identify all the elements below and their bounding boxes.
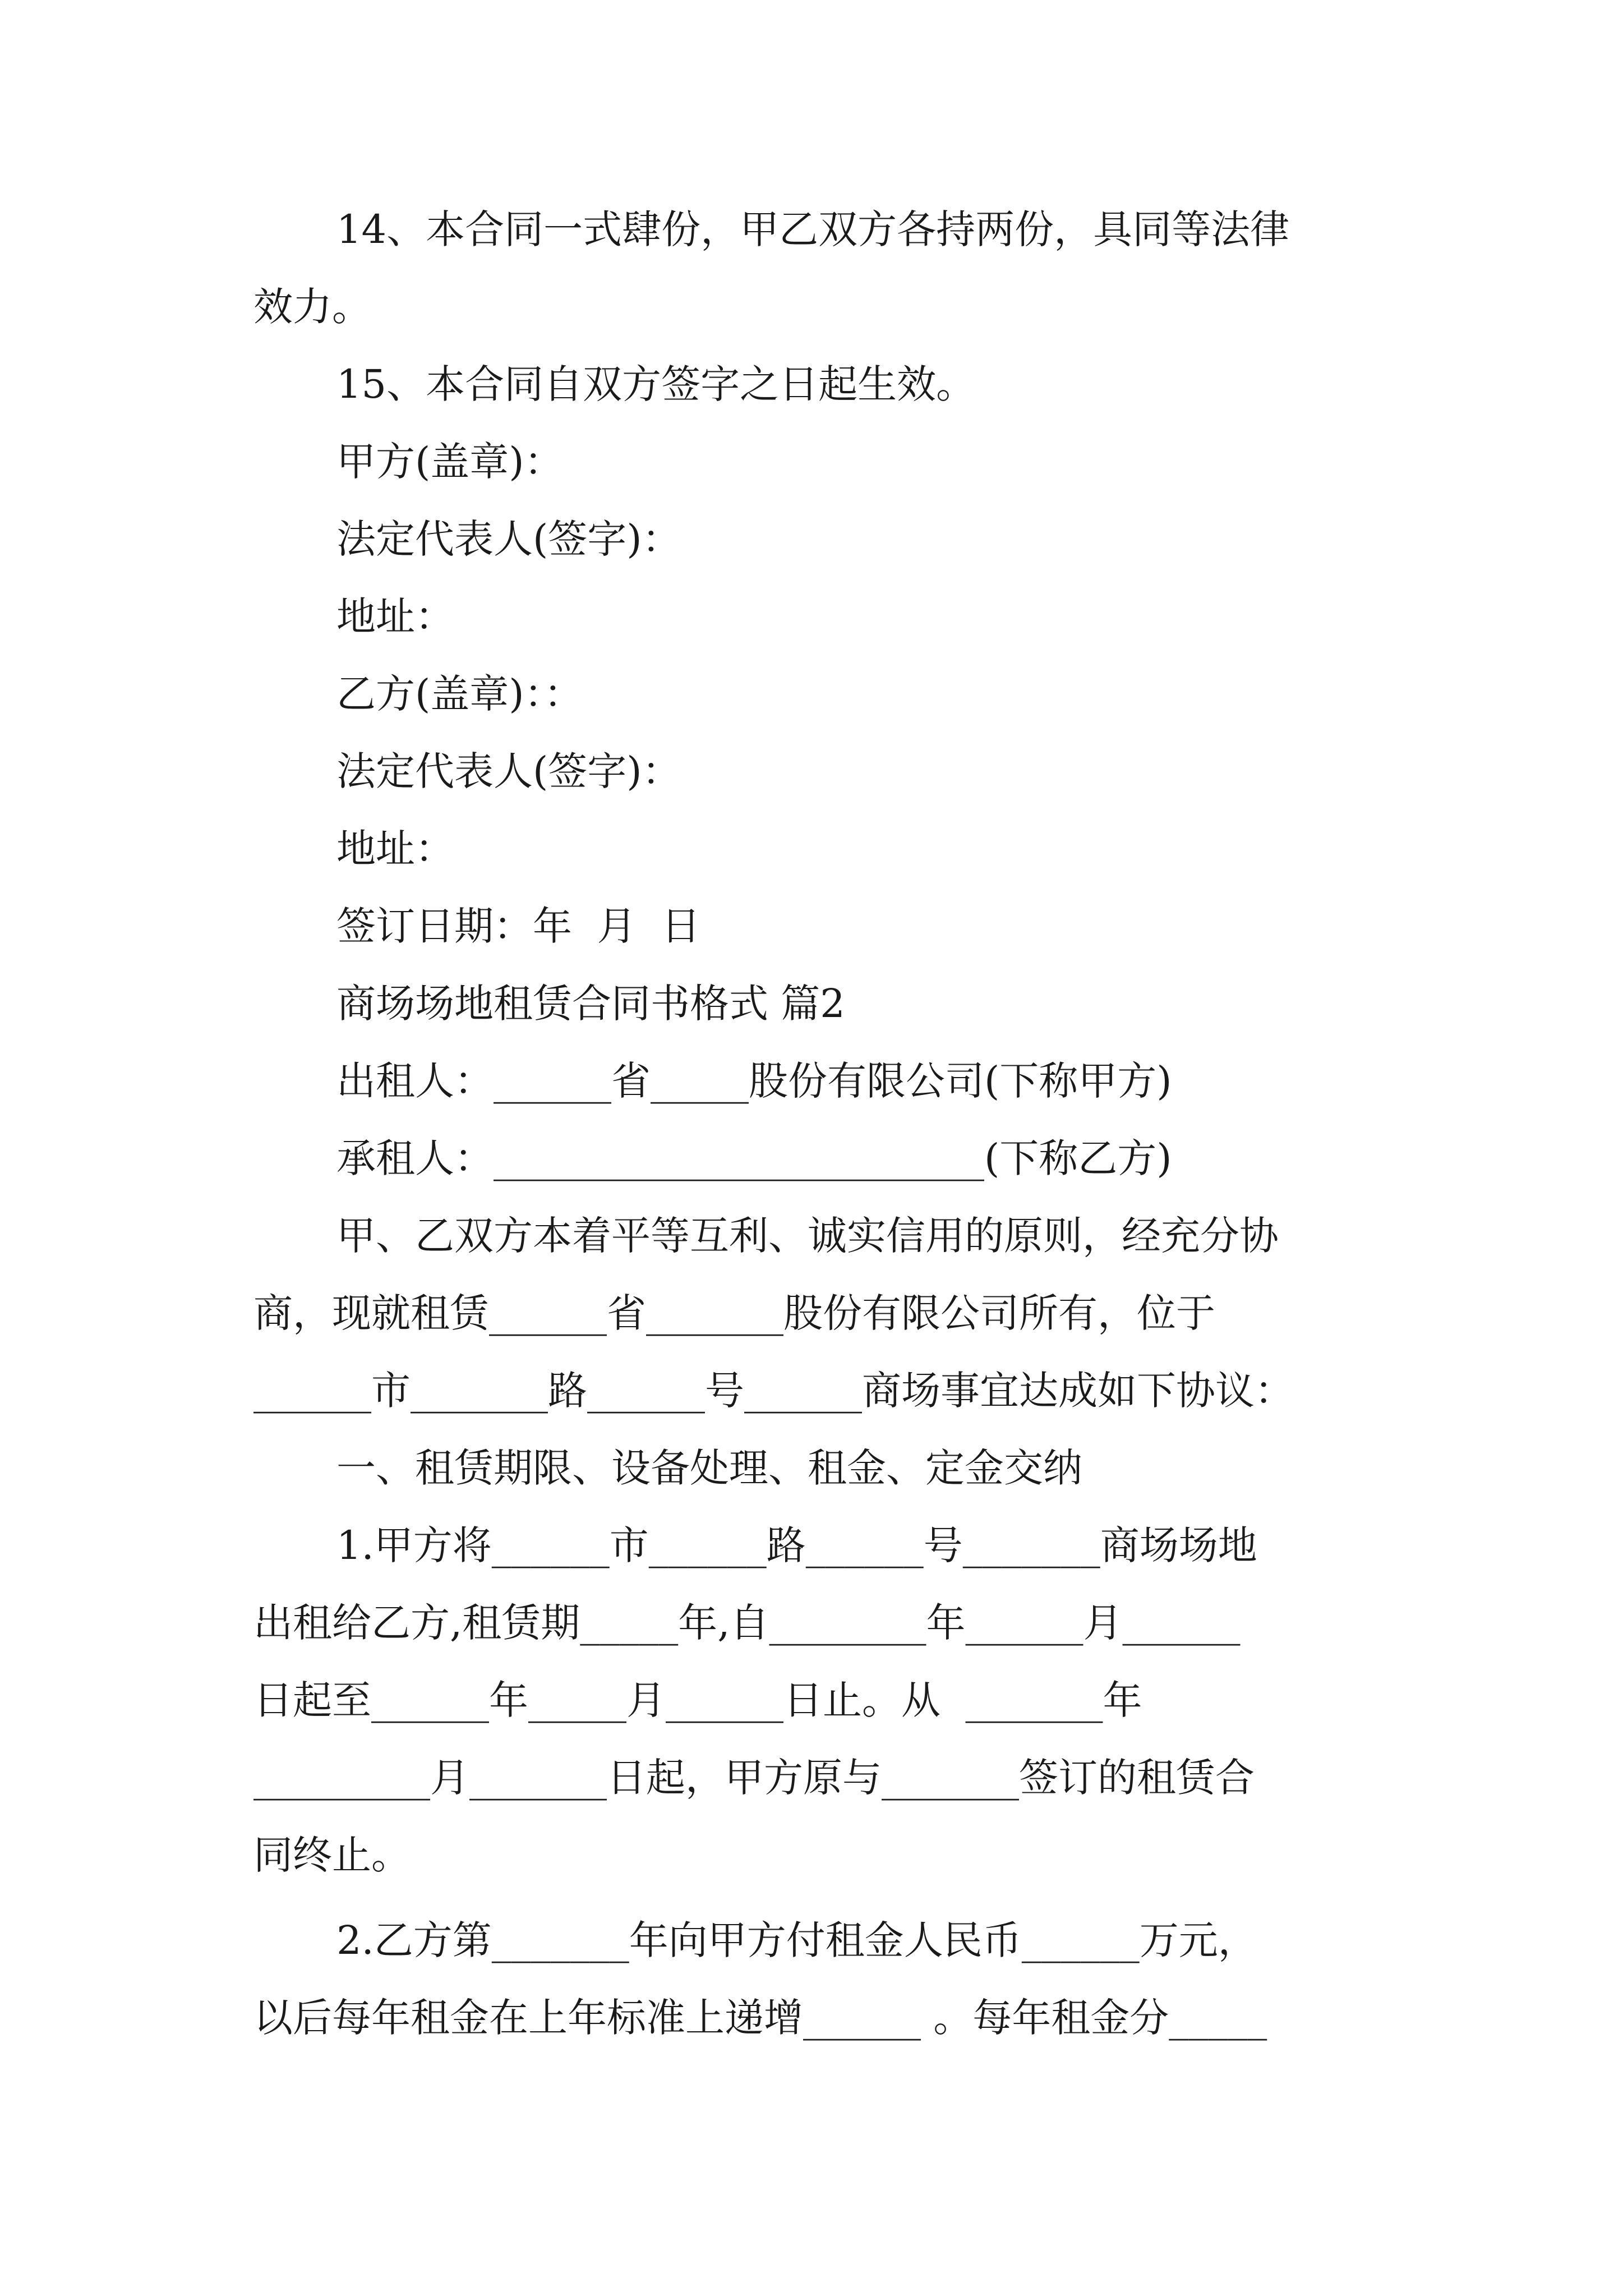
- intro-line-1: 甲、乙双方本着平等互利、诚实信用的原则，经充分协: [336, 1213, 1279, 1259]
- section-heading-1: 一、租赁期限、设备处理、租金、定金交纳: [336, 1445, 1082, 1491]
- party-b-address: 地址：: [336, 826, 454, 872]
- lessee-line: 承租人：_________________________(下称乙方): [336, 1135, 1172, 1181]
- party-a-seal: 甲方(盖章)：: [336, 439, 564, 485]
- section-title: 商场场地租赁合同书格式 篇2: [336, 981, 845, 1027]
- clause-1-line-5: 同终止。: [253, 1832, 411, 1878]
- clause-14-line-2: 效力。: [253, 284, 371, 330]
- clause-14-line-1: 14、本合同一式肆份，甲乙双方各持两份，具同等法律: [336, 206, 1290, 252]
- clause-1-line-3: 日起至______年_____月______日止。从 _______年: [253, 1677, 1142, 1723]
- party-b-legal-rep: 法定代表人(签字)：: [336, 748, 681, 794]
- party-a-legal-rep: 法定代表人(签字)：: [336, 516, 681, 562]
- clause-15: 15、本合同自双方签字之日起生效。: [336, 361, 976, 407]
- intro-line-3: ______市_______路______号______商场事宜达成如下协议：: [253, 1368, 1294, 1414]
- party-a-address: 地址：: [336, 593, 454, 639]
- clause-1-line-2: 出租给乙方,租赁期_____年,自________年______月______: [253, 1600, 1241, 1646]
- signing-date: 签订日期：年 月 日: [336, 903, 701, 949]
- lessor-line: 出租人：______省_____股份有限公司(下称甲方): [336, 1058, 1172, 1104]
- clause-1-line-4: _________月_______日起，甲方原与_______签订的租赁合: [253, 1755, 1255, 1801]
- intro-line-2: 商，现就租赁______省_______股份有限公司所有，位于: [253, 1290, 1215, 1336]
- clause-1-line-1: 1.甲方将______市______路______号_______商场场地: [336, 1522, 1257, 1568]
- clause-2-line-1: 2.乙方第_______年向甲方付租金人民币______万元，: [336, 1917, 1257, 1963]
- clause-2-line-2: 以后每年租金在上年标准上递增______ 。每年租金分_____: [253, 1995, 1267, 2041]
- party-b-seal: 乙方(盖章)：：: [336, 671, 583, 717]
- document-body: [253, 191, 1384, 2056]
